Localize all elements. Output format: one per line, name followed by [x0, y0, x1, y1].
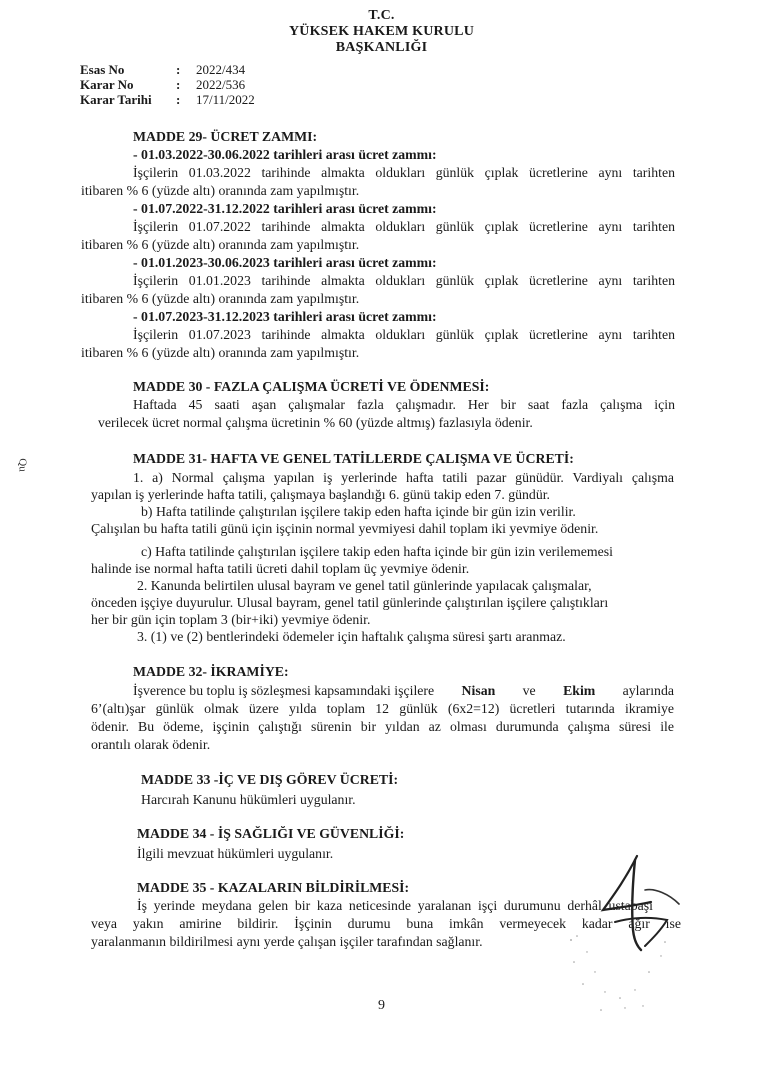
madde31-line8: önceden işçiye duyurulur. Ulusal bayram, genel tatil günlerinde çalıştırılan işçilere çalıştıkları: [91, 595, 609, 610]
madde29-p4-line2: itibaren % 6 (yüzde altı) oranında zam yapılmıştır.: [81, 345, 360, 360]
header-institution: YÜKSEK HAKEM KURULU: [288, 24, 475, 39]
madde32-conj: ve: [522, 683, 536, 698]
tarih-label: Karar Tarihi: [80, 92, 152, 107]
madde31-line1: 1. a) Normal çalışma yapılan iş yerlerinde hafta tatili pazar günüdür. Vardiyalı çalışma: [133, 470, 674, 485]
madde33-line1: Harcırah Kanunu hükümleri uygulanır.: [141, 792, 356, 807]
madde32-line2: 6’(altı)şar günlük olmak üzere yılda toplam 12 günlük (6x2=12) ücretleri tutarında ikramiye: [91, 701, 674, 716]
madde29-p2-line1: İşçilerin 01.07.2022 tarihinde almakta oldukları günlük çıplak ücretlerine aynı tarihten: [133, 219, 675, 234]
madde32-line4: orantılı olarak ödenir.: [91, 737, 211, 752]
madde29-p3-head: - 01.01.2023-30.06.2023 tarihleri arası ücret zammı:: [133, 255, 437, 270]
madde30-line1: Haftada 45 saati aşan çalışmalar fazla çalışmadır. Her bir saat fazla çalışma için: [133, 397, 675, 412]
madde29-p4-head: - 01.07.2023-31.12.2023 tarihleri arası ücret zammı:: [133, 309, 437, 324]
madde32-aylarinda: aylarında: [622, 683, 674, 698]
madde35-line2: veya yakın amirine bildirir. İşçinin durumu buna imkân vermeyecek kadar ağır ise: [91, 916, 681, 931]
madde30-line2: verilecek ücret normal çalışma ücretinin % 60 (yüzde altmış) fazlasıyla ödenir.: [98, 415, 533, 430]
madde32-line3: ödenir. Bu ödeme, işçinin çalıştığı sürenin bir yıldan az olması durumunda çalışma süresi ile: [91, 719, 674, 734]
madde31-line7: 2. Kanunda belirtilen ulusal bayram ve genel tatil günlerinde yapılacak çalışmalar,: [137, 578, 592, 593]
case-meta: [80, 62, 255, 107]
madde35-line3: yaralanmanın bildirilmesi aynı yerde çalışan işçiler tarafından sağlanır.: [91, 934, 483, 949]
madde29-p3-line1: İşçilerin 01.01.2023 tarihinde almakta oldukları günlük çıplak ücretlerine aynı tarihten: [133, 273, 675, 288]
madde31-line5: c) Hafta tatilinde çalıştırılan işçilere takip eden hafta içinde bir gün izin verilememesi: [141, 544, 613, 559]
madde32-month-nisan: Nisan: [461, 683, 496, 698]
madde32-line1-text: İşverence bu toplu iş sözleşmesi kapsamındaki işçilere: [133, 683, 435, 698]
madde29-p4-line1: İşçilerin 01.07.2023 tarihinde almakta oldukları günlük çıplak ücretlerine aynı tarihten: [133, 327, 675, 342]
madde31-line6: halinde ise normal hafta tatili ücreti dahil toplam üç yevmiye ödenir.: [91, 561, 470, 576]
madde29-p1-line2: itibaren % 6 (yüzde altı) oranında zam yapılmıştır.: [81, 183, 360, 198]
karar-colon: :: [176, 77, 181, 92]
madde34-title: MADDE 34 - İŞ SAĞLIĞI VE GÜVENLİĞİ:: [137, 826, 405, 841]
karar-label: Karar No: [80, 77, 134, 92]
madde31-line9: her bir gün için toplam 3 (bir+iki) yevmiye ödenir.: [91, 612, 371, 627]
tarih-colon: :: [176, 92, 181, 107]
page-number: 9: [378, 998, 385, 1013]
madde32-month-ekim: Ekim: [563, 683, 596, 698]
tarih-value: 17/11/2022: [196, 92, 255, 107]
madde29-p2-head: - 01.07.2022-31.12.2022 tarihleri arası ücret zammı:: [133, 201, 437, 216]
madde29-p1-line1: İşçilerin 01.03.2022 tarihinde almakta oldukları günlük çıplak ücretlerine aynı tarihten: [133, 165, 675, 180]
margin-initials: Qu: [16, 458, 29, 472]
madde31-line4: Çalışılan bu hafta tatili günü için işçinin normal yevmiyesi dahil toplam iki yevmiye ödenir.: [91, 521, 599, 536]
madde32-line1: [133, 683, 674, 699]
madde29-title: MADDE 29- ÜCRET ZAMMI:: [133, 129, 318, 144]
esas-value: 2022/434: [196, 62, 246, 77]
header-tc: T.C.: [368, 8, 395, 23]
madde33-title: MADDE 33 -İÇ VE DIŞ GÖREV ÜCRETİ:: [141, 772, 399, 787]
madde31-line10: 3. (1) ve (2) bentlerindeki ödemeler için haftalık çalışma süresi şartı aranmaz.: [137, 629, 566, 644]
esas-label: Esas No: [80, 62, 125, 77]
esas-row: [80, 62, 255, 77]
esas-colon: :: [176, 62, 181, 77]
madde29-p3-line2: itibaren % 6 (yüzde altı) oranında zam yapılmıştır.: [81, 291, 360, 306]
madde30-title: MADDE 30 - FAZLA ÇALIŞMA ÜCRETİ VE ÖDENMESİ:: [133, 379, 490, 394]
karar-row: [80, 77, 255, 92]
madde32-title: MADDE 32- İKRAMİYE:: [133, 664, 289, 679]
madde35-title: MADDE 35 - KAZALARIN BİLDİRİLMESİ:: [137, 880, 410, 895]
madde31-title: MADDE 31- HAFTA VE GENEL TATİLLERDE ÇALIŞMA VE ÜCRETİ:: [133, 451, 574, 466]
tarih-row: [80, 92, 255, 107]
madde35-line1: İş yerinde meydana gelen bir kaza neticesinde yaralanan işçi durumunu derhâl ustabaşı: [137, 898, 653, 913]
madde29-p2-line2: itibaren % 6 (yüzde altı) oranında zam yapılmıştır.: [81, 237, 360, 252]
madde34-line1: İlgili mevzuat hükümleri uygulanır.: [137, 846, 334, 861]
madde29-p1-head: - 01.03.2022-30.06.2022 tarihleri arası ücret zammı:: [133, 147, 437, 162]
madde31-line2: yapılan iş yerlerinde hafta tatili, çalışmaya başlandığı 6. günü takip eden 7. gündür.: [91, 487, 551, 502]
madde31-line3: b) Hafta tatilinde çalıştırılan işçilere takip eden hafta içinde bir gün izin verilir.: [141, 504, 576, 519]
header-presidency: BAŞKANLIĞI: [335, 40, 428, 55]
karar-value: 2022/536: [196, 77, 246, 92]
